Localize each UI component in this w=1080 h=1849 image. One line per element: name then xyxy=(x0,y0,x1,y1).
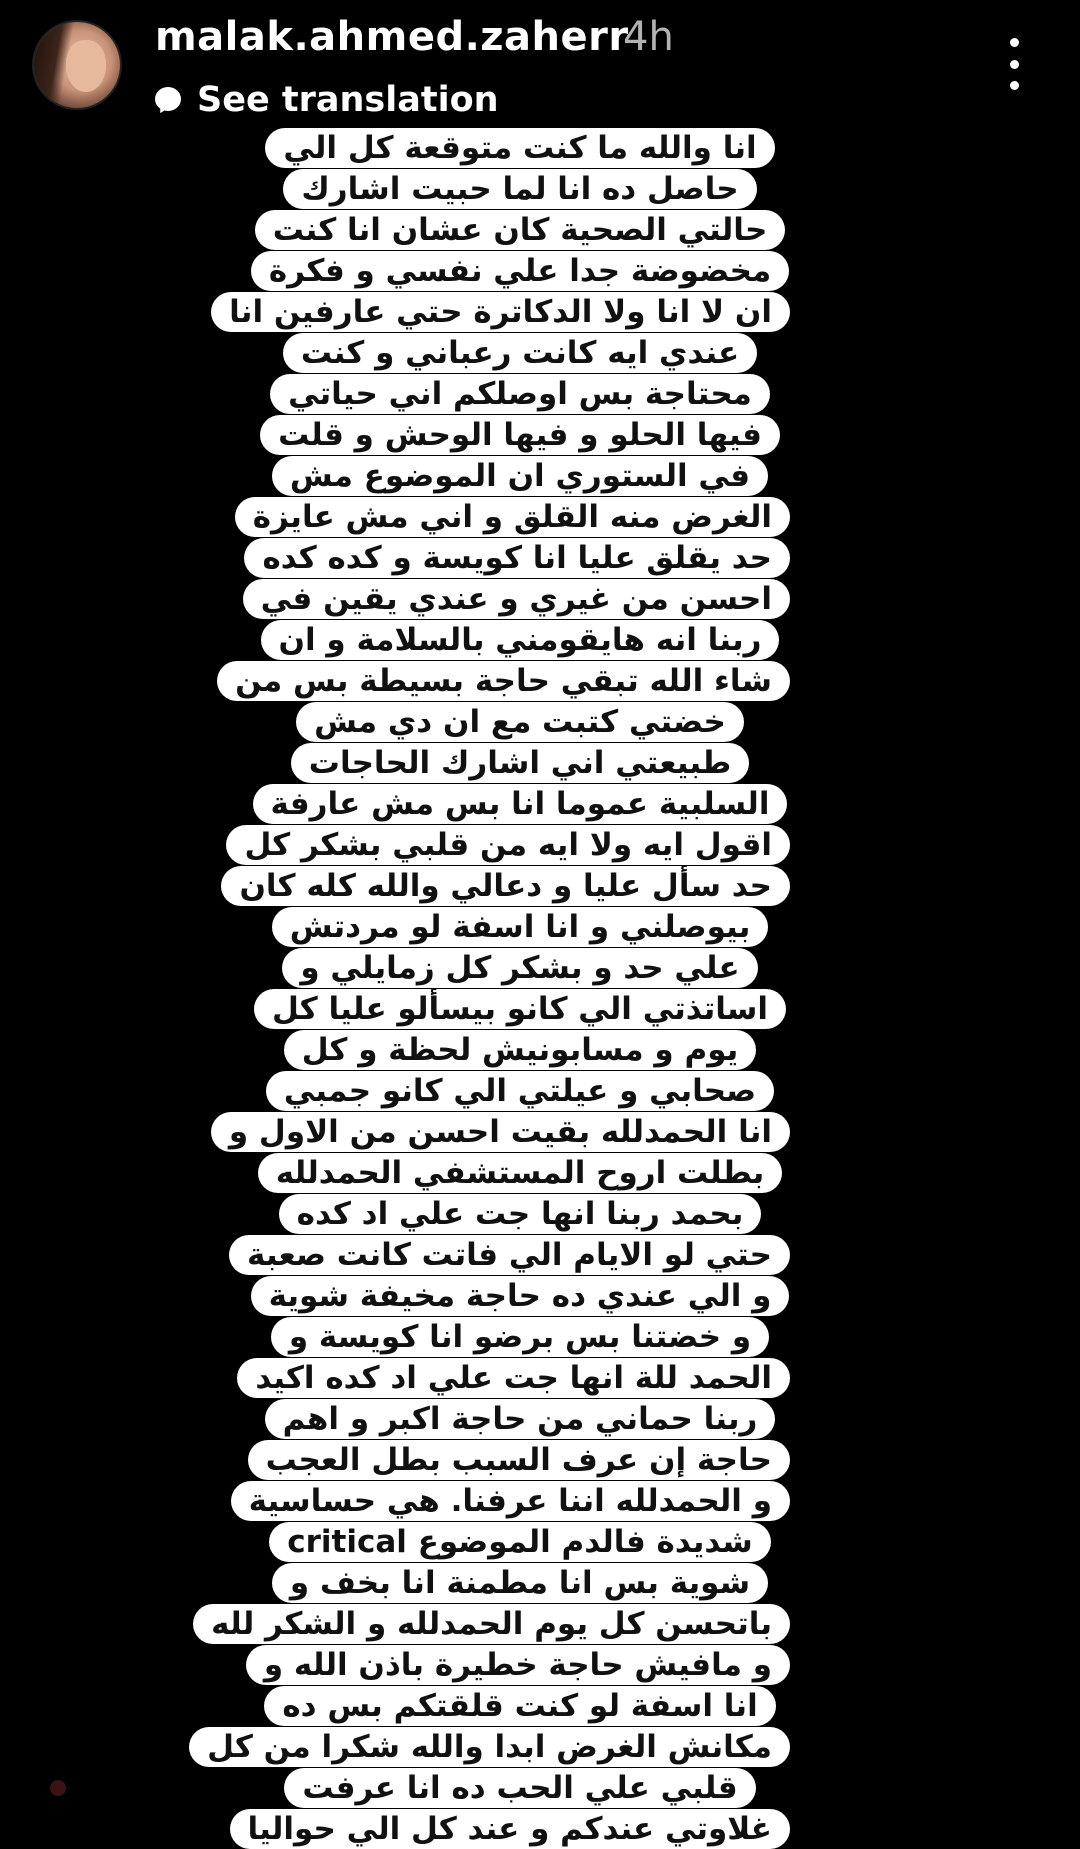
story-text-line: و مافيش حاجة خطيرة باذن الله و xyxy=(246,1645,790,1685)
story-text-line: ربنا انه هايقومني بالسلامة و ان xyxy=(261,620,780,660)
story-text-line: في الستوري ان الموضوع مش xyxy=(272,456,768,496)
story-text-line: قلبي علي الحب ده انا عرفت xyxy=(284,1768,755,1808)
story-text-line: اقول ايه ولا ايه من قلبي بشكر كل xyxy=(226,825,790,865)
story-text-line: انا اسفة لو كنت قلقتكم بس ده xyxy=(264,1686,775,1726)
story-text-line: علي حد و بشكر كل زمايلي و xyxy=(282,948,757,988)
story-text-line: حاجة إن عرف السبب بطل العجب xyxy=(248,1440,790,1480)
story-text-line: حالتي الصحية كان عشان انا كنت xyxy=(255,210,786,250)
story-text-line: احسن من غيري و عندي يقين في xyxy=(243,579,790,619)
story-text-line: حتي لو الايام الي فاتت كانت صعبة xyxy=(229,1235,790,1275)
story-text-line: طبيعتي اني اشارك الحاجات xyxy=(291,743,749,783)
more-options-icon[interactable] xyxy=(996,38,1032,90)
story-text-line: انا والله ما كنت متوقعة كل الي xyxy=(265,128,774,168)
story-text-line: غلاوتي عندكم و عند كل الي حواليا xyxy=(230,1809,791,1849)
story-text-line: حاصل ده انا لما حبيت اشارك xyxy=(283,169,756,209)
story-header xyxy=(0,0,1080,125)
see-translation-button[interactable] xyxy=(155,78,499,122)
story-text-segment: شديدة فالدم الموضوع xyxy=(417,1524,753,1560)
speech-bubble-icon xyxy=(155,87,181,113)
avatar-face xyxy=(66,40,106,92)
story-text-line: ربنا حماني من حاجة اكبر و اهم xyxy=(265,1399,776,1439)
story-text-line: و الي عندي ده حاجة مخيفة شوية xyxy=(251,1276,790,1316)
story-text-line: خضتي كتبت مع ان دي مش xyxy=(296,702,744,742)
story-text-line: مكانش الغرض ابدا والله شكرا من كل xyxy=(189,1727,790,1767)
story-text-line: بحمد ربنا انها جت علي اد كده xyxy=(279,1194,762,1234)
reply-avatar-icon xyxy=(50,1780,66,1796)
story-text-line: اساتذتي الي كانو بيسألو عليا كل xyxy=(254,989,786,1029)
story-text-line: الحمد للة انها جت علي اد كده اكيد xyxy=(237,1358,790,1398)
story-text-line: باتحسن كل يوم الحمدلله و الشكر لله xyxy=(193,1604,790,1644)
story-text-line: شوية بس انا مطمنة انا بخف و xyxy=(272,1563,768,1603)
story-text-line: انا الحمدلله بقيت احسن من الاول و xyxy=(211,1112,790,1152)
avatar[interactable] xyxy=(32,20,122,110)
story-text-line: مخضوضة جدا علي نفسي و فكرة xyxy=(251,251,789,291)
story-text-line: صحابي و عيلتي الي كانو جمبي xyxy=(266,1071,774,1111)
story-text-line: يوم و مسابونيش لحظة و كل xyxy=(284,1030,757,1070)
story-latin-word: critical xyxy=(287,1524,407,1560)
story-text-line: حد سأل عليا و دعالي والله كله كان xyxy=(221,866,790,906)
story-text-line: شاء الله تبقي حاجة بسيطة بس من xyxy=(217,661,790,701)
story-text-line: حد يقلق عليا انا كويسة و كده كده xyxy=(244,538,790,578)
story-text-line xyxy=(269,1522,771,1562)
see-translation-label: See translation xyxy=(197,80,499,120)
story-text-line: ان لا انا ولا الدكاترة حتي عارفين انا xyxy=(211,292,790,332)
story-text-line: بيوصلني و انا اسفة لو مردتش xyxy=(272,907,769,947)
timestamp: 4h xyxy=(623,14,674,60)
story-text-block xyxy=(207,128,790,1847)
story-text-line: الغرض منه القلق و اني مش عايزة xyxy=(235,497,790,537)
story-text-line: و خضتنا بس برضو انا كويسة و xyxy=(271,1317,769,1357)
story-text-line: محتاجة بس اوصلكم اني حياتي xyxy=(270,374,770,414)
story-text-line: بطلت اروح المستشفي الحمدلله xyxy=(258,1153,783,1193)
story-text-line: السلبية عموما انا بس مش عارفة xyxy=(253,784,788,824)
story-text-line: عندي ايه كانت رعباني و كنت xyxy=(283,333,757,373)
story-text-line: فيها الحلو و فيها الوحش و قلت xyxy=(260,415,780,455)
story-text-line: و الحمدلله اننا عرفنا. هي حساسية xyxy=(231,1481,790,1521)
username[interactable]: malak.ahmed.zaherr xyxy=(155,14,629,60)
